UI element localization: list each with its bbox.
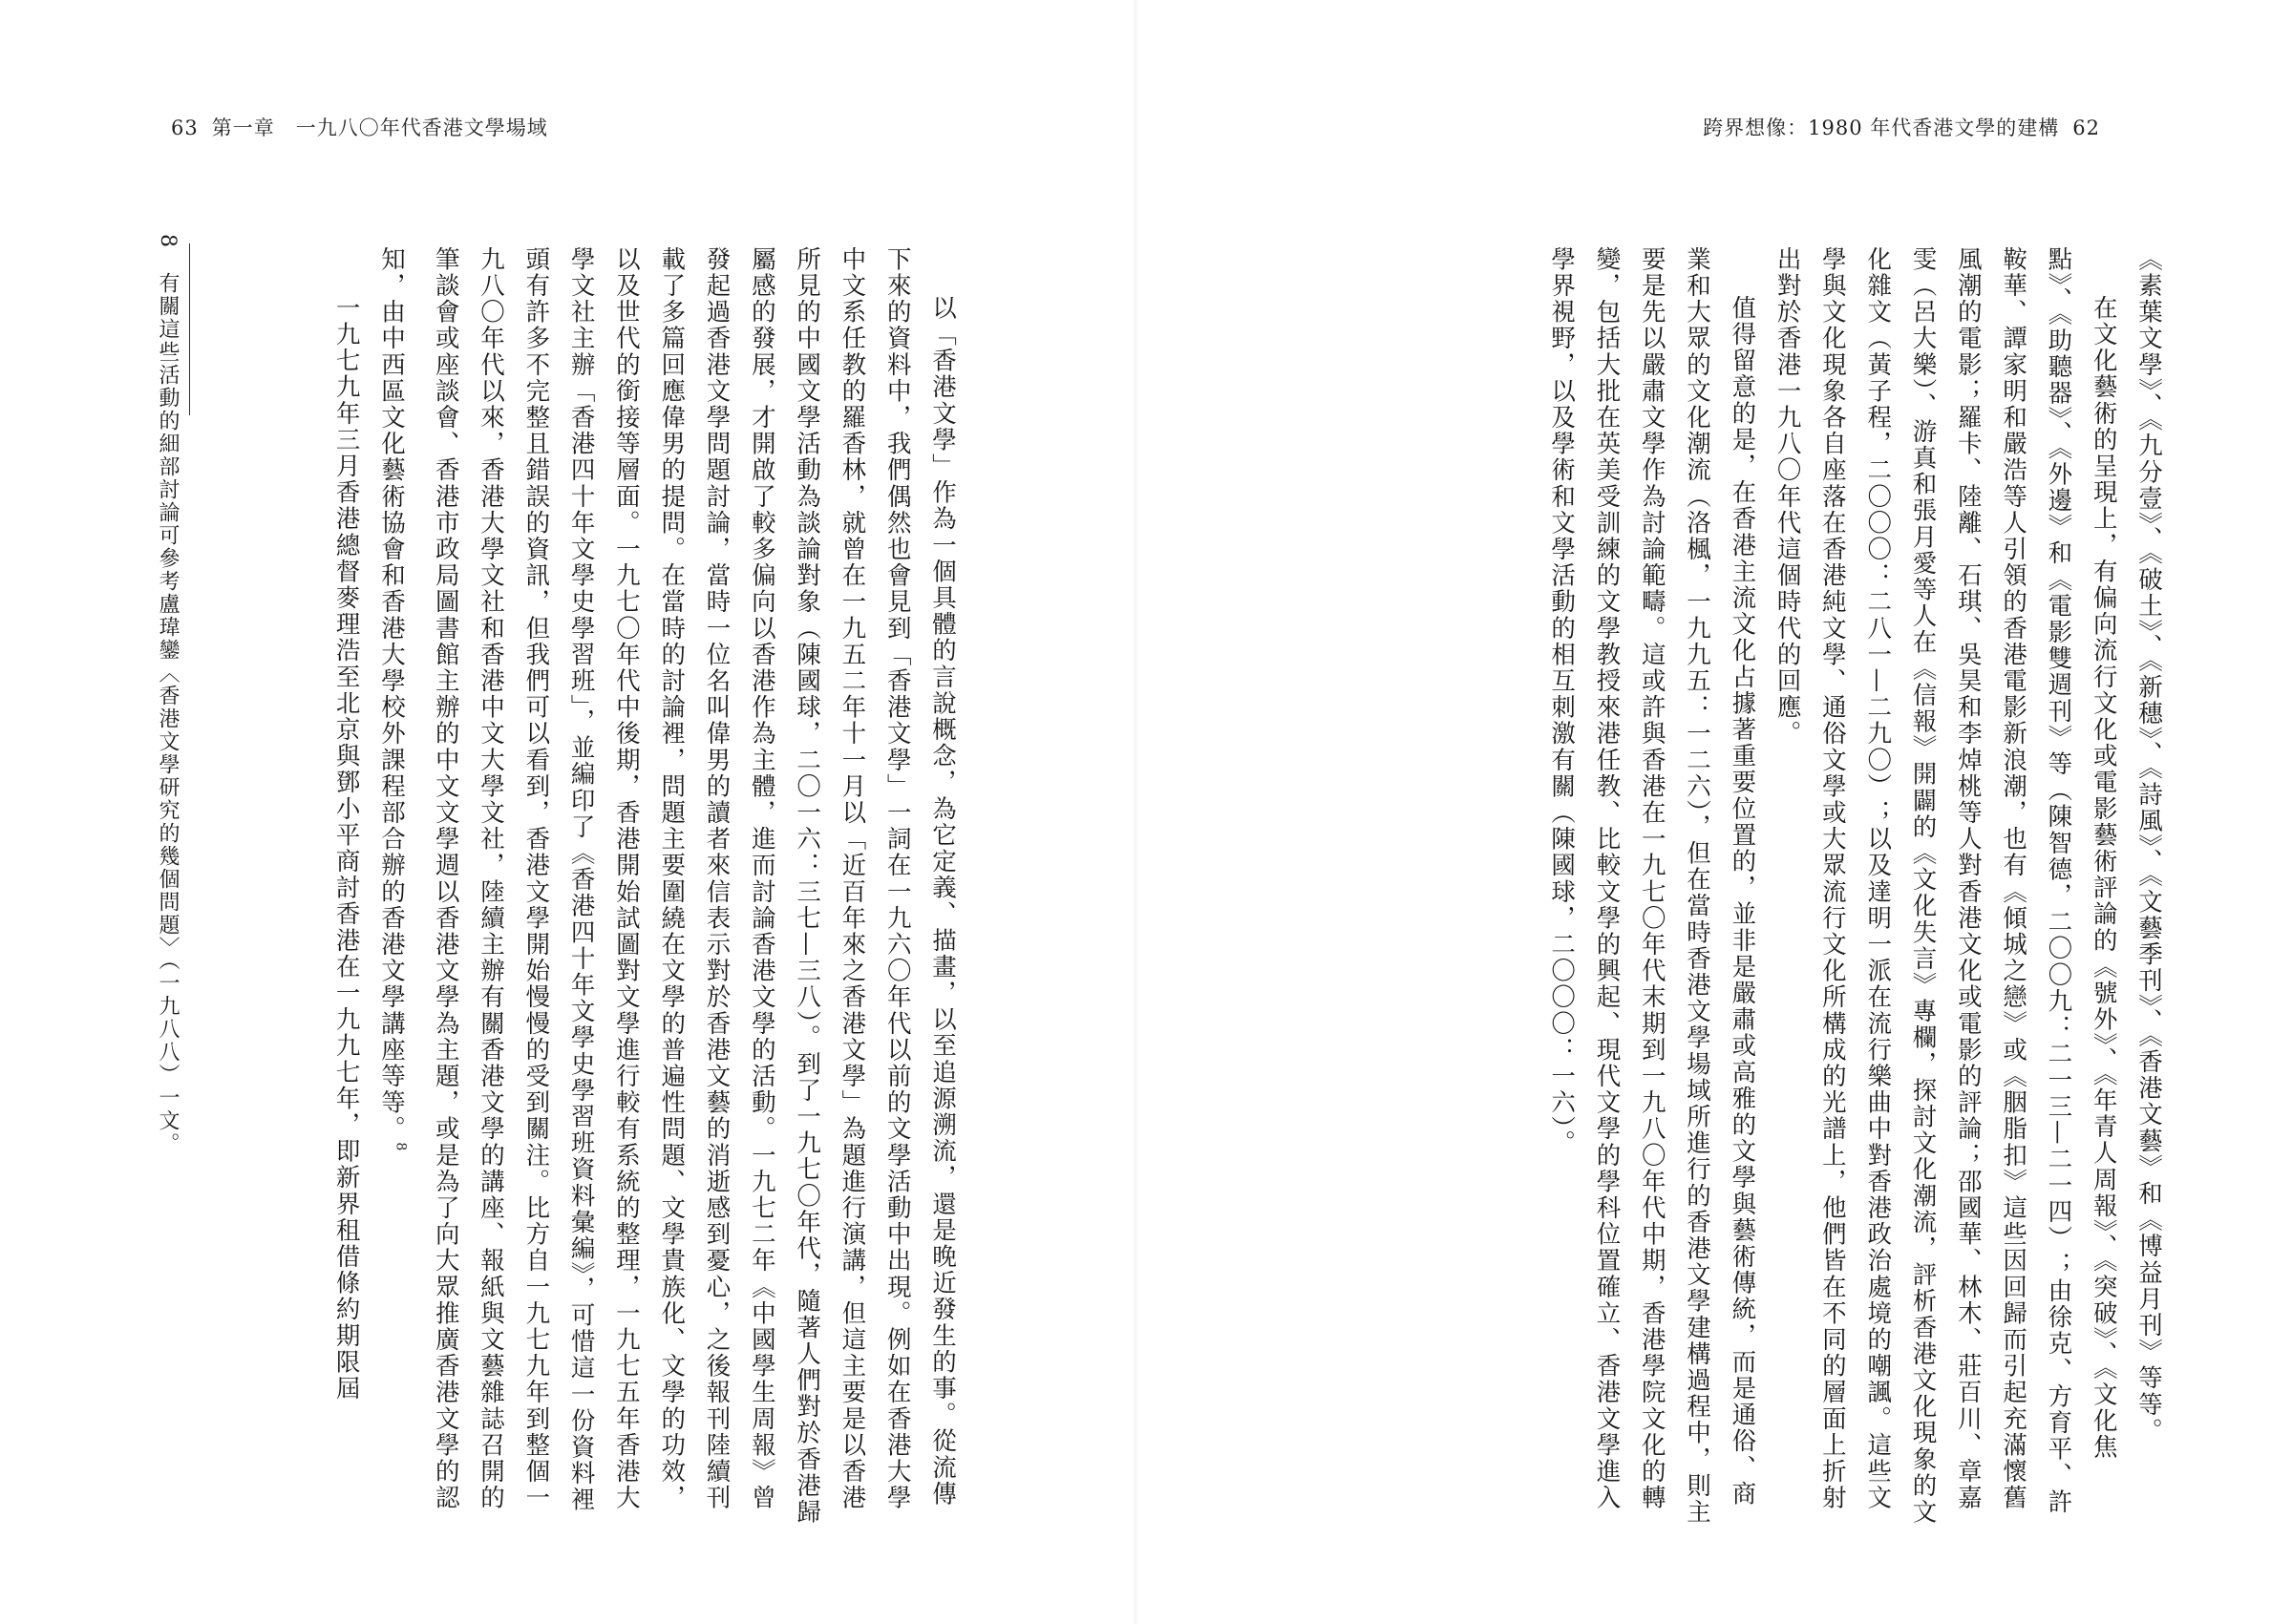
right-body-text (1483, 246, 2171, 1526)
left-chapter-title: 第一章 一九八〇年代香港文學場域 (211, 116, 548, 139)
right-page-number: 62 (2072, 116, 2100, 139)
right-paragraph-2: 在文化藝術的呈現上，有偏向流行文化或電影藝術評論的《號外》、《年青人周報》、《突破》、《文化焦點》、《助聽器》、《外邊》和《電影雙週刊》等（陳智德，二〇〇九：二一三—二一四）；由徐克、方育平、許鞍華、譚家明和嚴浩等人引領的香港電影新浪潮，也有《傾城之戀》或《胭脂扣》這些因回歸而引起充滿懷舊風潮的電影；羅卡、陸離、石琪、吳昊和李焯桃等人對香港文化或電影的評論；邵國華、林木、莊百川、章嘉雯（呂大樂）、游真和張月愛等人在《信報》開闢的《文化失言》專欄，探討文化潮流，評析香港文化現象的文化雜文（黃子程，二〇〇〇：二八一—二九〇）；以及達明一派在流行樂曲中對香港政治處境的嘲諷。這些文學與文化現象各自座落在香港純文學、通俗文學或大眾流行文化所構成的光譜上，他們皆在不同的層面上折射出對於香港一九八〇年代這個時代的回應。 (1772, 246, 2118, 1526)
left-paragraph-2: 一九七九年三月香港總督麥理浩至北京與鄧小平商討香港在一九九七年，即新界租借條約期限屆 (331, 295, 361, 1403)
left-paragraph-1-text: 以「香港文學」作為一個具體的言說概念，為它定義、描畫，以至追源溯流，還是晚近發生的事。從流傳下來的資料中，我們偶然也會見到「香港文學」一詞在一九六〇年代以前的文學活動中出現。例如在香港大學中文系任教的羅香林，就曾在一九五二年十一月以「近百年來之香港文學」為題進行演講，但這主要是以香港所見的中國文學活動為談論對象（陳國球，二〇一六：三七—三八）。到了一九七〇年代，隨著人們對於香港歸屬感的發展，才開啟了較多偏向以香港作為主體，進而討論香港文學的活動。一九七二年《中國學生周報》曾發起過香港文學問題討論，當時一位名叫偉男的讀者來信表示對於香港文藝的消逝感到憂心，之後報刊陸續刊載了多篇回應偉男的提問。在當時的討論裡，問題主要圍繞在文學的普遍性問題、文學貴族化、文學的功效，以及世代的銜接等層面。一九七〇年代中後期，香港開始試圖對文學進行較有系統的整理，一九七五年香港大學文社主辦「香港四十年文學史學習班」，並編印了《香港四十年文學史學習班資料彙編》，可惜這一份資料裡頭有許多不完整且錯誤的資訊，但我們可以看到，香港文學開始慢慢的受到關注。比方自一九七九年到整個一九八〇年代以來，香港大學文社和香港中文大學文社，陸續主辦有關香港文學的講座、報紙與文藝雜誌召開的筆談會或座談會、香港市政局圖書館主辦的中文文學週以香港文學為主題，或是為了向大眾推廣香港文學的認知，由中西區文化藝術協會和香港大學校外課程部合辦的香港文學講座等等。 (376, 246, 957, 1526)
footnote-rule (189, 243, 190, 415)
right-paragraph-1: 《素葉文學》、《九分壹》、《破土》、《新穗》、《詩風》、《文藝季刊》、《香港文藝》和《博益月刊》等等。 (2134, 246, 2163, 1445)
footnote-text: 有關這些活動的細部討論可參考盧瑋鑾〈香港文學研究的幾個問題〉（一九八八）一文。 (156, 272, 180, 1155)
footnote-reference: 8 (393, 1142, 409, 1153)
right-paragraph-3: 值得留意的是，在香港主流文化占據著重要位置的，並非是嚴肅或高雅的文學與藝術傳統，而是通俗、商業和大眾的文化潮流（洛楓，一九九五：一二六），但在當時香港文學場域所進行的香港文學建構過程中，則主要是先以嚴肅文學作為討論範疇。這或許與香港在一九七〇年代末期到一九八〇年代中期，香港學院文化的轉變，包括大批在英美受訓練的文學教授來港任教、比較文學的興起、現代文學的學科位置確立、香港文學進入學界視野，以及學術和文學活動的相互刺激有關（陳國球，二〇〇〇：一六）。 (1547, 246, 1757, 1526)
footnote (153, 234, 181, 1542)
left-page-number: 63 (171, 116, 199, 139)
left-running-head (158, 113, 548, 141)
right-running-head (1703, 113, 2113, 141)
footnote-number: 8 (156, 234, 180, 249)
right-book-title: 跨界想像：1980 年代香港文學的建構 (1703, 116, 2060, 139)
left-paragraph-1 (369, 246, 965, 1526)
right-page (1136, 0, 2271, 1624)
left-body-text (296, 246, 965, 1526)
